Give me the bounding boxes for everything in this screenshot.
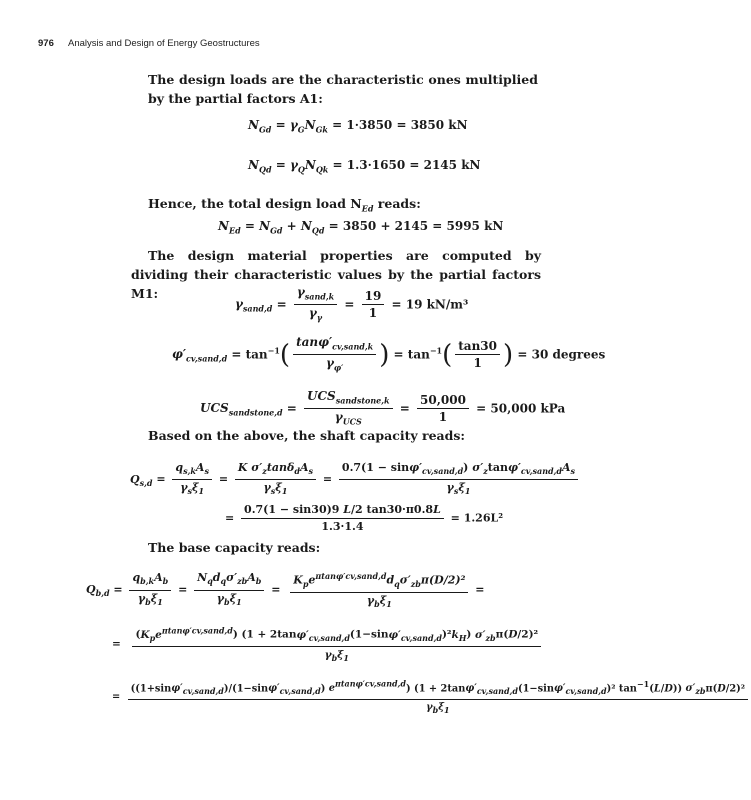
fraction-phi-values	[455, 338, 500, 371]
shaft-denominator: 1.3·1.4	[321, 520, 364, 533]
paragraph-total-design-load	[148, 194, 421, 219]
phi-denominator: 1	[473, 356, 482, 371]
fraction-base-2: $\frac{N_qd_q\sigma'_{zb}A_b}{\gamma_b\xi_1}$	[194, 570, 264, 609]
equation-gamma-sand: $\gamma_{sand,d}$ = $\frac{\gamma_{sand,k}}{\gamma_\gamma}$ = $\frac{19}{1}$ = 19 kN/m³	[235, 284, 468, 326]
fraction-ucs-values	[417, 392, 469, 425]
equation-shaft-capacity-line2: = $\frac{0.7(1 - \sin 30)9 L/2 \tan 30\cdot\pi 0.8L}{1.3\cdot 1.4}$ = 1.26L²	[225, 503, 504, 533]
shaft-result: = 1.26L²	[450, 511, 504, 525]
fraction-gamma-values	[362, 288, 385, 321]
fraction-base-1: $\frac{q_{b,k}A_b}{\gamma_b\xi_1}$	[129, 570, 171, 609]
equation-ned-value: = 3850 + 2145 = 5995 kN	[328, 219, 504, 233]
equation-shaft-capacity: $Q_{s,d}$ = $\frac{q_{s,k}A_s}{\gamma_s\xi_1}$ = $\frac{K \sigma'_z\tan\delta_dA_s}{\gamma_s\xi_1}$ = $\frac{0.7(1 - \sin\varphi'_{cv,sand,d}) \sigma'_z\tan\varphi'_{cv,sand,d}A_s}{\gamma_s\xi_1}$	[130, 460, 581, 499]
phi-numerator: tan30	[455, 338, 500, 355]
fraction-shaft-2: $\frac{K \sigma'_z\tan\delta_dA_s}{\gamma_s\xi_1}$	[235, 460, 316, 499]
page-number: 976	[38, 38, 54, 49]
gamma-result: = 19 kN/m³	[391, 297, 469, 312]
phi-result: = 30 degrees	[517, 347, 606, 362]
ucs-numerator: 50,000	[417, 392, 469, 409]
equation-ned: $N_{Ed} = N_{Gd} + N_{Qd} = 3850 + 2145 = 5995$ kN	[218, 219, 504, 236]
fraction-base-5: ($(1+\sin\varphi'_{cv,sand,d})/(1-\sin\varphi'_{cv,sand,d})$ $e^{\pi tan\varphi'cv,sand,d}$) ($1 + 2\tan\varphi'_{cv,sand,d}(1-\sin\varphi'_{cv,sand,d})^2$ $\tan^{-1}(L/D)$) $\sigma'_{zb}\pi(D/2)^2$ $\gamma_b\xi_1$	[128, 676, 748, 718]
paragraph-total-design-load-sub: Ed	[361, 203, 374, 214]
paragraph-shaft-capacity: Based on the above, the shaft capacity reads:	[148, 428, 466, 443]
fraction-shaft-3: $\frac{0.7(1 - \sin\varphi'_{cv,sand,d}) \sigma'_z\tan\varphi'_{cv,sand,d}A_s}{\gamma_s\xi_1}$	[339, 460, 578, 499]
paragraph-total-design-load-text: Hence, the total design load N	[148, 196, 362, 211]
fraction-base-4: $(K_pe^{\pi tan\varphi'cv,sand,d}) (1 + 2\tan\varphi'_{cv,sand,d}(1-\sin\varphi'_{cv,sand,d})^2k_H)$ $\sigma'_{zb}\pi(D/2)^2$ $\gamma_b\xi_1$	[132, 622, 541, 666]
equation-phi-sand: $\varphi'_{cv,sand,d} = \tan^{-1}$( $\frac{\tan\varphi'_{cv,sand,k}}{\gamma_{\varphi'}}$ ) = $\tan^{-1}$( $\frac{\tan 30}{1}$ ) = 30 degrees	[172, 334, 605, 376]
equation-nqd-value: = 1.3·1650 = 2145 kN	[332, 158, 481, 172]
ucs-denominator: 1	[438, 410, 448, 425]
equation-ngd-value: = 1·3850 = 3850 kN	[332, 118, 468, 132]
fraction-gamma: $\frac{\gamma_{sand,k}}{\gamma_\gamma}$	[294, 284, 337, 326]
equation-base-capacity-line3: = ($(1+\sin\varphi'_{cv,sand,d})/(1-\sin\varphi'_{cv,sand,d})$ $e^{\pi tan\varphi'cv,sand,d}$) ($1 + 2\tan\varphi'_{cv,sand,d}(1-\sin\varphi'_{cv,sand,d})^2$ $\tan^{-1}(L/D)$) $\sigma'_{zb}\pi(D/2)^2$ $\gamma_b\xi_1$	[112, 676, 751, 718]
fraction-shaft-4: $\frac{0.7(1 - \sin 30)9 L/2 \tan 30\cdot\pi 0.8L}{1.3\cdot 1.4}$	[241, 502, 444, 535]
paragraph-base-capacity: The base capacity reads:	[148, 540, 321, 555]
equation-base-capacity: $Q_{b,d}$ = $\frac{q_{b,k}A_b}{\gamma_b\xi_1}$ = $\frac{N_qd_q\sigma'_{zb}A_b}{\gamma_b\xi_1}$ = $\frac{K_pe^{\pi tan\varphi'cv,sand,d}d_q\sigma'_{zb}\pi(D/2)^2}{\gamma_b\xi_1}$ =	[86, 568, 484, 612]
ucs-result: = 50,000 kPa	[476, 401, 566, 416]
fraction-phi: $\frac{\tan\varphi'_{cv,sand,k}}{\gamma_{\varphi'}}$	[293, 334, 376, 376]
equation-ngd: $N_{Gd} = \gamma_GN_{Gk} = 1\cdot 3850 = 3850$ kN	[248, 118, 468, 135]
paragraph-design-loads: The design loads are the characteristic ones multiplied by the partial factors A1:	[148, 72, 538, 106]
fraction-ucs: $\frac{UCS_{sandstone,k}}{\gamma_{UCS}}$	[304, 388, 393, 430]
paragraph-total-design-load-end: reads:	[373, 196, 421, 211]
fraction-base-3: $\frac{K_pe^{\pi tan\varphi'cv,sand,d}d_q\sigma'_{zb}\pi(D/2)^2}{\gamma_b\xi_1}$	[290, 568, 468, 612]
book-title: Analysis and Design of Energy Geostructures	[67, 38, 260, 49]
gamma-denominator: 1	[368, 306, 378, 321]
equation-nqd: $N_{Qd} = \gamma_QN_{Qk} = 1.3\cdot 1650 = 2145$ kN	[248, 158, 481, 175]
equation-base-capacity-line2: = $(K_pe^{\pi tan\varphi'cv,sand,d}) (1 + 2\tan\varphi'_{cv,sand,d}(1-\sin\varphi'_{cv,sand,d})^2k_H)$ $\sigma'_{zb}\pi(D/2)^2$ $\gamma_b\xi_1$	[112, 622, 544, 666]
fraction-shaft-1: $\frac{q_{s,k}A_s}{\gamma_s\xi_1}$	[172, 460, 212, 499]
running-header	[38, 38, 260, 49]
equation-ucs: $UCS_{sandstone,d}$ = $\frac{UCS_{sandstone,k}}{\gamma_{UCS}}$ = $\frac{50,000}{1}$ = 50,000 kPa	[200, 388, 565, 430]
paragraph-design-material: The design material properties are computed by dividing their characteristic values by the partial factors M1:	[131, 248, 541, 301]
gamma-numerator: 19	[362, 288, 385, 305]
